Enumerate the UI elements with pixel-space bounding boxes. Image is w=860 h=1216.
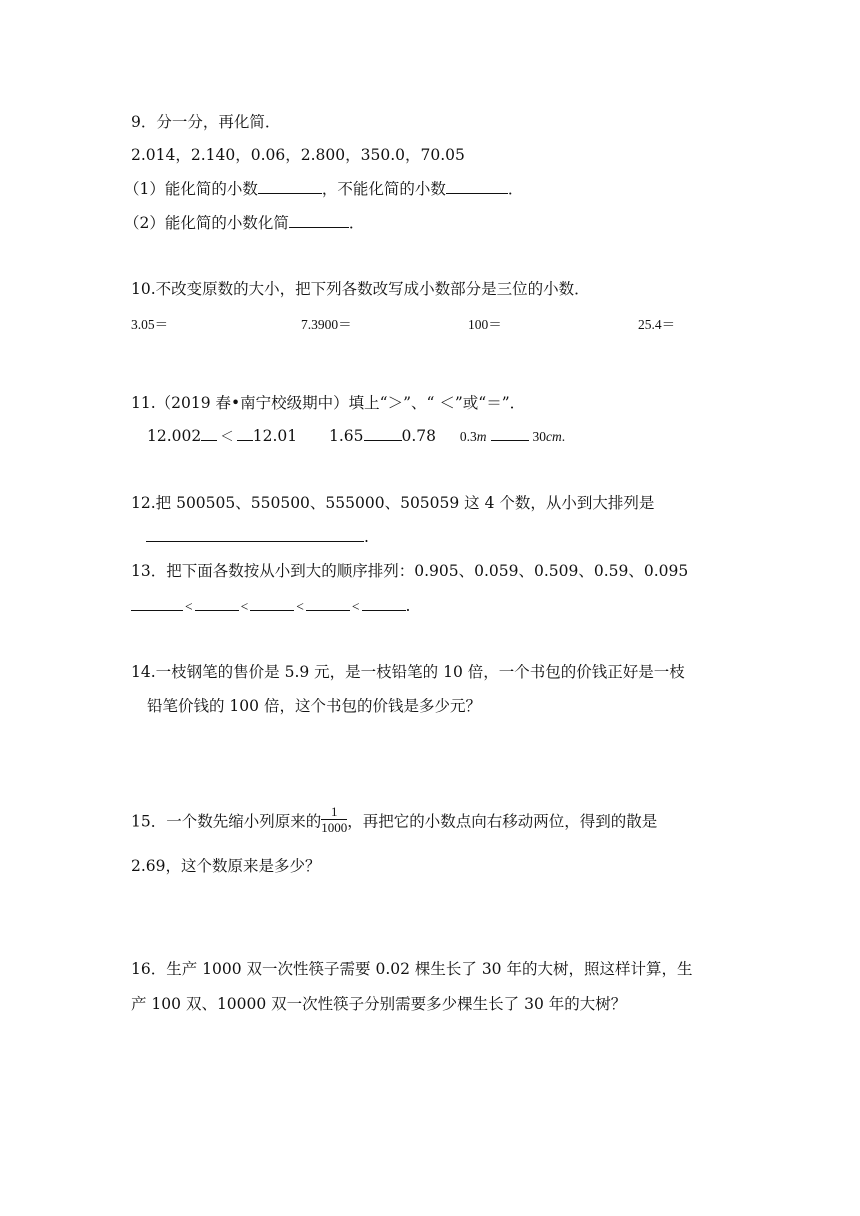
q11-c-blank[interactable] (491, 439, 529, 441)
q15-line-1-start: 15．一个数先缩小列原来的 (131, 812, 322, 831)
q16-line-1: 16．生产 1000 双一次性筷子需要 0.02 棵生长了 30 年的大树，照这样计算，生 (131, 960, 693, 978)
q15-line-2: 2.69，这个数原来是多少？ (131, 857, 321, 875)
q11-a-blank-left (201, 439, 217, 441)
q11-a-left: 12.002 (147, 427, 202, 445)
q10-title: 10.不改变原数的大小，把下列各数改写成小数部分是三位的小数． (131, 280, 590, 298)
q9-title: 9．分一分，再化简． (131, 113, 281, 131)
q10-item-2: 7.3900＝ (301, 317, 352, 332)
q11-a-answer[interactable]: ＜ (220, 429, 234, 444)
q11-c-right: 30 (532, 429, 547, 444)
q11-b-left: 1.65 (329, 427, 364, 445)
q14-line-2: 铅笔价钱的 100 倍，这个书包的价钱是多少元？ (147, 697, 481, 715)
q15-line-1-end: ，再把它的小数点向右移动两位，得到的散是 (347, 812, 658, 831)
q15-fraction-denominator: 1000 (321, 820, 348, 835)
q13-lt-1: < (185, 599, 193, 614)
q11-c-left-unit: m (476, 429, 487, 444)
q12-blank[interactable] (146, 540, 364, 542)
q14-line-1: 14.一枝钢笔的售价是 5.9 元，是一枝铅笔的 10 倍，一个书包的价钱正好是一枝 (131, 663, 685, 681)
q13-blank-1[interactable] (131, 609, 183, 611)
q13-end: . (405, 597, 411, 615)
q15-fraction-numerator: 1 (321, 805, 347, 820)
q11-b-right: 0.78 (401, 427, 437, 445)
q11-c-left: 0.3 (459, 429, 477, 444)
q11-b-blank[interactable] (364, 439, 402, 441)
q11-a-blank-right (237, 439, 253, 441)
q9-numbers: 2.014，2.140，0.06，2.800，350.0，70.05 (131, 146, 465, 164)
q9-part1-label-b: ，不能化简的小数 (321, 180, 446, 198)
q9-part2-end: ． (348, 214, 365, 232)
q11-c-right-unit: cm (546, 429, 562, 444)
q9-blank-simplified[interactable] (289, 226, 349, 228)
q13-title: 13．把下面各数按从小到大的顺序排列：0.905、0.059、0.509、0.59、0.095 (131, 562, 689, 580)
q9-part2-label: （2）能化简的小数化简 (124, 214, 289, 232)
q10-item-4: 25.4＝ (638, 317, 676, 332)
q13-blank-3[interactable] (250, 609, 294, 611)
q13-blank-4[interactable] (306, 609, 350, 611)
q11-c-end: . (561, 429, 566, 444)
q13-blank-2[interactable] (195, 609, 239, 611)
q11-title: 11.（2019 春•南宁校级期中）填上“＞”、“ ＜”或“＝”． (131, 394, 526, 412)
q11-row (147, 429, 565, 445)
q16-line-2: 产 100 双、10000 双一次性筷子分别需要多少棵生长了 30 年的大树？ (131, 995, 627, 1013)
q9-blank-not-simplifiable[interactable] (446, 192, 508, 194)
q9-blank-simplifiable[interactable] (258, 192, 322, 194)
q13-lt-4: < (351, 599, 360, 614)
q13-blank-5[interactable] (362, 609, 406, 611)
q10-item-3: 100＝ (468, 317, 502, 332)
q13-answer-row (131, 599, 410, 615)
q13-lt-2: < (240, 599, 249, 614)
q11-a-right: 12.01 (252, 427, 298, 445)
q10-item-1: 3.05＝ (131, 317, 169, 332)
q12-end: . (364, 528, 369, 546)
q12-answer-line (146, 530, 369, 546)
q9-part1-label-a: （1）能化简的小数 (124, 180, 258, 198)
q9-part1-end: ． (507, 180, 524, 198)
q15-fraction (321, 805, 347, 834)
q9-part1 (124, 182, 523, 198)
q9-part2 (124, 216, 364, 232)
q15-line-1 (131, 804, 658, 837)
q12-title: 12.把 500505、550500、555000、505059 这 4 个数，从小到大排列是 (131, 494, 655, 512)
q13-lt-3: < (296, 599, 304, 614)
